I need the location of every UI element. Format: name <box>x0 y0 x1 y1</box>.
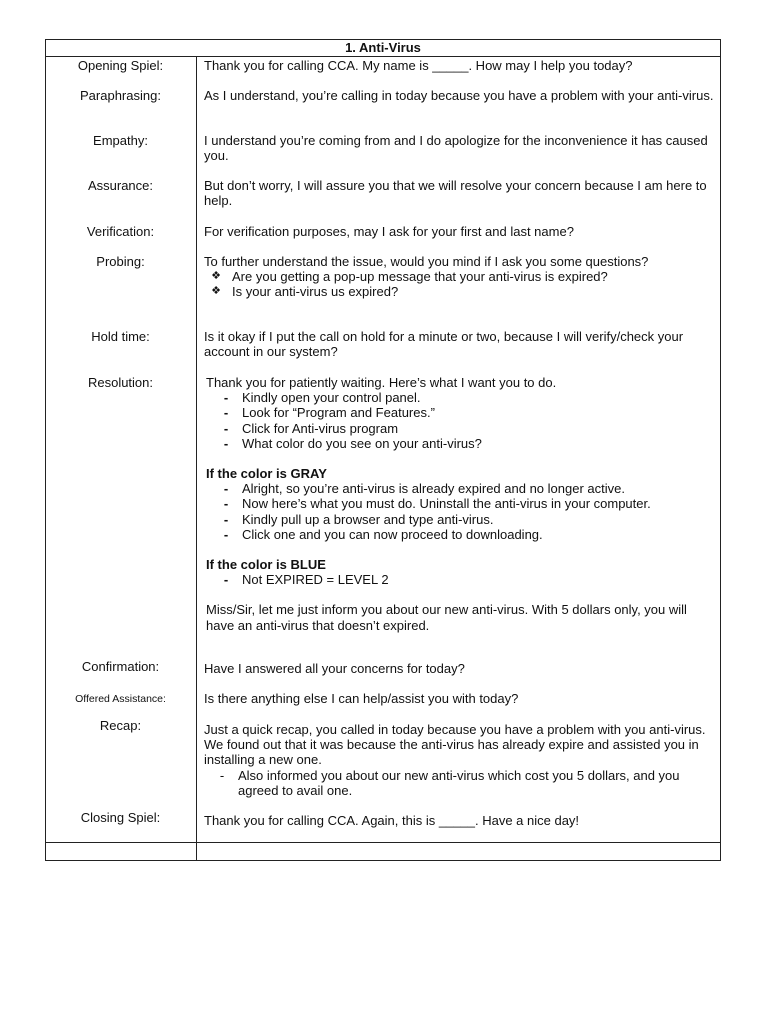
table-border-left <box>45 39 46 861</box>
text-paraphrasing <box>204 88 716 103</box>
label-hold-time: Hold time: <box>91 329 150 344</box>
title-row-divider <box>45 56 721 57</box>
verification-text: For verification purposes, may I ask for your first and last name? <box>204 224 574 239</box>
list-item <box>206 390 718 405</box>
spacer <box>206 587 718 602</box>
text-probing <box>204 254 716 300</box>
dash-bullet-icon: - <box>223 496 229 512</box>
blue-heading: If the color is BLUE <box>206 557 326 573</box>
text-empathy <box>204 133 716 163</box>
table-border-bottom <box>45 860 721 861</box>
list-item <box>206 512 718 527</box>
list-item <box>206 436 718 451</box>
label-empathy: Empathy: <box>93 133 148 148</box>
text-closing-spiel <box>204 813 716 828</box>
dash-bullet-icon: - <box>223 390 229 406</box>
gray-step: Click one and you can now proceed to downloading. <box>242 526 543 542</box>
label-confirmation: Confirmation: <box>81 659 160 674</box>
closing-spiel-text: Thank you for calling CCA. Again, this is _____. Have a nice day! <box>204 813 580 828</box>
text-verification <box>204 224 716 239</box>
assurance-text: But don’t worry, I will assure you that we will resolve your concern because I am here to help. <box>204 178 707 209</box>
gray-steps <box>206 481 718 542</box>
label-recap: Recap: <box>99 718 142 733</box>
list-item <box>206 421 718 436</box>
label-paraphrasing: Paraphrasing: <box>80 88 161 103</box>
hold-time-text: Is it okay if I put the call on hold for a minute or two, because I will verify/check your account in our system? <box>204 329 684 360</box>
label-offered-assistance: Offered Assistance: <box>75 693 166 705</box>
resolution-steps <box>206 390 718 451</box>
paraphrasing-text: As I understand, you’re calling in today because you have a problem with your anti-virus. <box>204 88 714 103</box>
offered-assistance-text: Is there anything else I can help/assist you with today? <box>204 691 519 706</box>
resolution-step: Click for Anti-virus program <box>242 420 399 436</box>
probing-questions <box>204 269 716 299</box>
text-opening-spiel <box>204 58 716 73</box>
dash-bullet-icon: - <box>223 420 229 436</box>
blue-step: Not EXPIRED = LEVEL 2 <box>242 572 389 588</box>
dash-bullet-icon: - <box>223 405 229 421</box>
list-item <box>204 269 716 284</box>
resolution-step: Kindly open your control panel. <box>242 390 421 406</box>
text-recap <box>204 722 716 798</box>
probing-question: Are you getting a pop-up message that your anti-virus is expired? <box>232 269 608 285</box>
column-divider <box>196 56 197 861</box>
list-item <box>206 481 718 496</box>
resolution-step: Look for “Program and Features.” <box>242 405 435 421</box>
label-verification: Verification: <box>86 224 155 239</box>
diamond-bullet-icon: ❖ <box>211 285 221 298</box>
dash-bullet-icon: - <box>223 572 229 588</box>
opening-spiel-text: Thank you for calling CCA. My name is _____. How may I help you today? <box>204 58 633 73</box>
resolution-step: What color do you see on your anti-virus? <box>242 435 482 451</box>
list-item <box>206 527 718 542</box>
label-resolution: Resolution: <box>87 375 154 390</box>
text-resolution <box>206 375 718 633</box>
blue-steps <box>206 572 718 587</box>
text-offered-assistance <box>204 691 716 706</box>
list-item <box>204 284 716 299</box>
gray-step: Kindly pull up a browser and type anti-virus. <box>242 511 494 527</box>
recap-points <box>204 768 716 798</box>
empathy-text: I understand you’re coming from and I do apologize for the inconvenience it has caused you. <box>204 133 708 164</box>
table-title: 1. Anti-Virus <box>345 40 421 55</box>
dash-bullet-icon: - <box>223 435 229 451</box>
label-assurance: Assurance: <box>87 178 154 193</box>
probing-question: Is your anti-virus us expired? <box>232 284 399 300</box>
gray-heading: If the color is GRAY <box>206 466 327 482</box>
gray-step: Alright, so you’re anti-virus is already expired and no longer active. <box>242 481 625 497</box>
text-confirmation <box>204 661 716 676</box>
label-probing: Probing: <box>96 254 145 269</box>
dash-bullet-icon: - <box>219 767 225 783</box>
probing-text: To further understand the issue, would you mind if I ask you some questions? <box>204 254 649 269</box>
list-item <box>206 405 718 420</box>
upsell-offer: Miss/Sir, let me just inform you about our new anti-virus. With 5 dollars only, you will have an anti-virus that doesn’t expired. <box>206 602 687 633</box>
dash-bullet-icon: - <box>223 481 229 497</box>
dash-bullet-icon: - <box>223 526 229 542</box>
recap-text: Just a quick recap, you called in today because you have a problem with you anti-virus. We found out that it was because the anti-virus has already expire and assisted you in installing a new one. <box>204 722 706 768</box>
diamond-bullet-icon: ❖ <box>211 270 221 283</box>
table-border-right <box>720 39 721 861</box>
list-item <box>204 768 716 798</box>
text-assurance <box>204 178 716 208</box>
last-row-divider <box>45 842 721 843</box>
recap-point: Also informed you about our new anti-virus which cost you 5 dollars, and you agreed to avail one. <box>238 767 680 798</box>
text-hold-time <box>204 329 716 359</box>
list-item <box>206 572 718 587</box>
label-opening-spiel: Opening Spiel: <box>77 58 164 73</box>
dash-bullet-icon: - <box>223 511 229 527</box>
script-table <box>45 39 721 861</box>
resolution-intro: Thank you for patiently waiting. Here’s what I want you to do. <box>206 375 557 390</box>
list-item <box>206 496 718 511</box>
gray-step: Now here’s what you must do. Uninstall the anti-virus in your computer. <box>242 496 651 512</box>
label-closing-spiel: Closing Spiel: <box>80 810 161 825</box>
confirmation-text: Have I answered all your concerns for today? <box>204 661 465 676</box>
